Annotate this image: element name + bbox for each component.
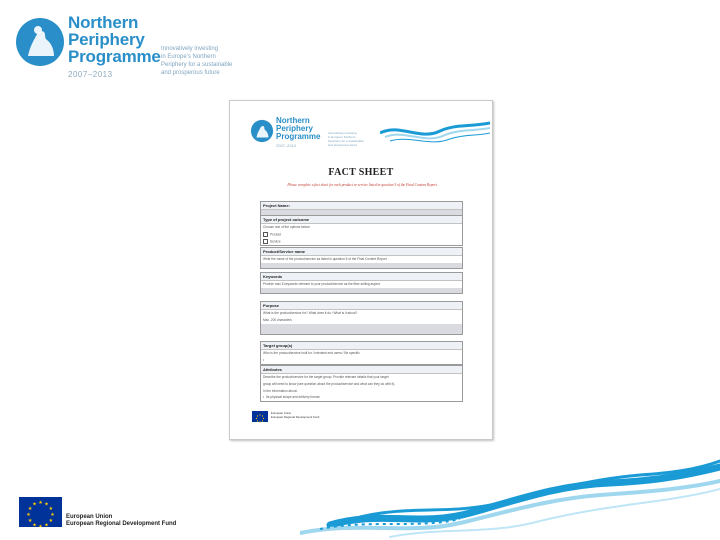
section-text: What is the product/service for? What does it do / What is it about?: [263, 311, 358, 315]
section-text: Who is the product/service built for / intended end users / Be specific: [263, 351, 360, 355]
section-text: Describe the product/service for the target group. Provide relevant details that your target: [263, 375, 389, 379]
section-heading: Keywords: [261, 273, 462, 281]
section-heading: Type of project outcome: [261, 216, 462, 224]
logo-name: Northern Periphery Programme: [68, 13, 161, 66]
document-logo-years: 2007–2013: [276, 143, 297, 148]
svg-text:★: ★: [27, 518, 33, 524]
checkbox-icon: [263, 232, 268, 237]
section-product-name: [260, 247, 463, 269]
section-text: In the information about:: [263, 388, 298, 393]
input-area: [261, 288, 462, 293]
section-attributes: [260, 365, 463, 402]
wave-decoration: [300, 455, 720, 540]
section-text: Provide max 5 keywords relevant to your product/service as the fiber selling aspect: [263, 282, 380, 286]
section-text: group will need to know (see question about the product/service and what can they do with it).: [263, 381, 396, 386]
svg-text:★: ★: [38, 524, 43, 527]
svg-text:★: ★: [48, 506, 54, 512]
document-logo-name: Northern Periphery Programme: [276, 116, 321, 141]
eu-flag-icon: [19, 497, 62, 527]
document-title: FACT SHEET: [328, 167, 394, 178]
svg-text:★: ★: [27, 506, 33, 512]
section-heading: Project Name:: [261, 202, 462, 210]
eu-caption: European Union European Regional Development Fund: [66, 514, 177, 527]
svg-text:★: ★: [26, 512, 31, 518]
document-logo-tagline: Innovatively investing in Europe's Northern Periphery for a sustainable and prosperous future: [328, 131, 364, 147]
logo-years: 2007–2013: [68, 70, 113, 79]
logo-tagline: Innovatively investing in Europe's Northern Periphery for a sustainable and prosperous future: [161, 46, 233, 76]
section-text: Choose one of the options below:: [263, 225, 311, 229]
bullet-item: [261, 357, 462, 364]
checkbox-icon: [263, 239, 268, 244]
section-purpose: [260, 301, 463, 335]
section-heading: Product/Service name: [261, 248, 462, 256]
fact-sheet-document: [229, 100, 493, 440]
section-text: Write the name of the product/service as listed in question 5 of the Final Content Report: [263, 257, 387, 261]
svg-text:★: ★: [44, 501, 49, 508]
svg-text:★: ★: [32, 501, 37, 508]
svg-text:★: ★: [48, 518, 54, 524]
wave-decoration: [380, 119, 490, 149]
document-logo: [250, 117, 400, 157]
input-area: [261, 263, 462, 268]
section-heading: Target group(s): [261, 342, 462, 350]
section-note: Max. 200 characters: [263, 317, 292, 322]
section-project-name: [260, 201, 463, 216]
svg-text:★: ★: [44, 522, 49, 527]
bullet-item: • Its physical shape and delivery format: [261, 394, 462, 401]
option-service: Service: [261, 238, 462, 245]
section-type: [260, 215, 463, 246]
eu-caption: European Union European Regional Development Fund: [271, 411, 320, 419]
svg-text:★: ★: [32, 522, 37, 527]
eu-flag-icon: [252, 411, 268, 422]
option-product: Product: [261, 231, 462, 238]
svg-text:★: ★: [38, 500, 43, 506]
logo-emblem-icon: [14, 16, 66, 68]
section-target: [260, 341, 463, 365]
logo-emblem-icon: [250, 119, 274, 143]
section-heading: Attributes: [261, 366, 462, 374]
input-area: [261, 324, 462, 334]
section-heading: Purpose: [261, 302, 462, 310]
document-instructions: Please complete a fact sheet for each product or service listed in question 5 of the Final Content Report.: [287, 183, 438, 187]
section-keywords: [260, 272, 463, 294]
svg-text:★: ★: [50, 512, 55, 518]
programme-logo: [14, 14, 264, 84]
